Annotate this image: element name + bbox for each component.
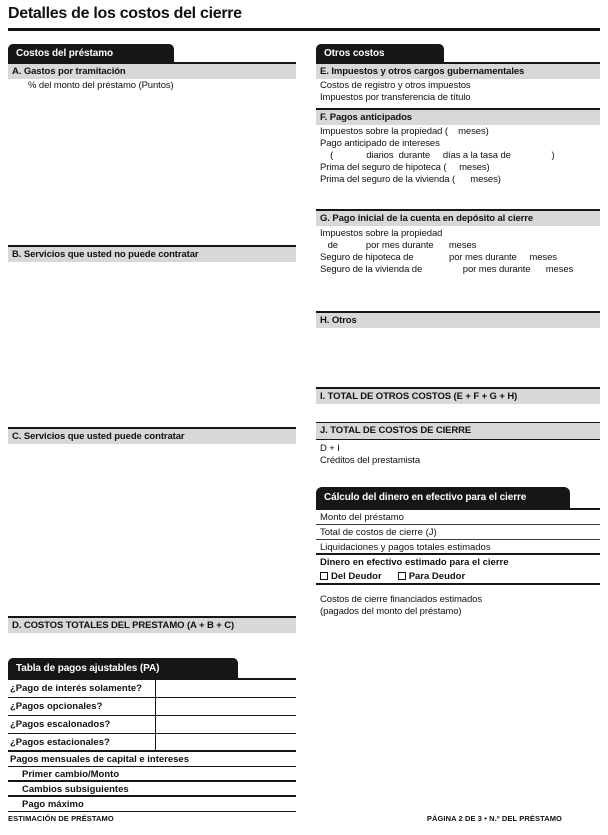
other-costs-tab: Otros costos bbox=[316, 44, 444, 62]
section-f-line: Prima del seguro de hipoteca ( meses) bbox=[320, 162, 490, 173]
ap-table bbox=[8, 678, 296, 812]
section-f-header: F. Pagos anticipados bbox=[316, 108, 600, 125]
ap-detail-row: Pago máximo bbox=[8, 797, 296, 812]
section-e-line: Impuestos por transferencia de título bbox=[320, 92, 471, 103]
ap-question-row bbox=[8, 734, 296, 752]
cash-to-close-table bbox=[316, 508, 600, 617]
para-deudor-label: Para Deudor bbox=[408, 571, 466, 582]
section-f-line: ( diarios durante días a la tasa de ) bbox=[320, 150, 555, 161]
section-f-line: Pago anticipado de intereses bbox=[320, 138, 440, 149]
footer-form-name: ESTIMACIÓN DE PRÉSTAMO bbox=[8, 814, 114, 823]
section-g-lines bbox=[320, 228, 573, 276]
financed-closing-costs bbox=[316, 594, 600, 617]
ap-answer-cell[interactable] bbox=[155, 680, 296, 697]
section-e-lines bbox=[320, 80, 471, 104]
section-d-header: D. COSTOS TOTALES DEL PRESTAMO (A + B + C) bbox=[8, 616, 296, 633]
section-j-lines bbox=[320, 443, 420, 467]
del-deudor-label: Del Deudor bbox=[331, 571, 382, 582]
para-deudor-checkbox[interactable] bbox=[398, 572, 406, 580]
section-e-line: Costos de registro y otros impuestos bbox=[320, 80, 471, 91]
ap-detail-row: Primer cambio/Monto bbox=[8, 767, 296, 782]
cash-row-loan-amount: Monto del préstamo bbox=[316, 510, 600, 525]
cash-to-close-tab: Cálculo del dinero en efectivo para el cierre bbox=[316, 487, 570, 508]
ap-table-tab: Tabla de pagos ajustables (PA) bbox=[8, 658, 238, 678]
section-f-lines bbox=[320, 126, 555, 186]
ap-answer-cell[interactable] bbox=[155, 734, 296, 750]
title-rule bbox=[8, 28, 600, 31]
ap-question-label: ¿Pagos estacionales? bbox=[10, 737, 110, 748]
section-f-line: Prima del seguro de la vivienda ( meses) bbox=[320, 174, 501, 185]
ap-question-row bbox=[8, 680, 296, 698]
ap-question-label: ¿Pago de interés solamente? bbox=[10, 683, 142, 694]
cash-row-adjustments: Liquidaciones y pagos totales estimados bbox=[316, 540, 600, 555]
section-h-header: H. Otros bbox=[316, 311, 600, 328]
section-j-line: D + I bbox=[320, 443, 340, 454]
section-g-header: G. Pago inicial de la cuenta en depósito al cierre bbox=[316, 209, 600, 226]
section-e-header: E. Impuestos y otros cargos gubernamentales bbox=[316, 62, 600, 79]
section-c-header: C. Servicios que usted puede contratar bbox=[8, 427, 296, 444]
section-i-header: I. TOTAL DE OTROS COSTOS (E + F + G + H) bbox=[316, 387, 600, 404]
ap-question-row bbox=[8, 716, 296, 734]
section-a-line: % del monto del préstamo (Puntos) bbox=[28, 80, 174, 91]
ap-answer-cell[interactable] bbox=[155, 716, 296, 733]
page-title: Detalles de los costos del cierre bbox=[8, 5, 242, 22]
section-g-line: Seguro de la vivienda de por mes durante meses bbox=[320, 264, 574, 275]
financed-line2: (pagados del monto del préstamo) bbox=[320, 605, 462, 617]
ap-question-label: ¿Pagos escalonados? bbox=[10, 719, 111, 730]
financed-line1: Costos de cierre financiados estimados bbox=[320, 594, 483, 605]
section-j-header: J. TOTAL DE COSTOS DE CIERRE bbox=[316, 422, 600, 440]
footer-page-number: PÁGINA 2 DE 3 • N.º DEL PRÉSTAMO bbox=[426, 814, 562, 823]
section-g-line: de por mes durante meses bbox=[320, 240, 477, 251]
section-g-line: Impuestos sobre la propiedad bbox=[320, 228, 443, 239]
section-a-header: A. Gastos por tramitación bbox=[8, 62, 296, 79]
ap-subheader: Pagos mensuales de capital e intereses bbox=[8, 752, 296, 767]
section-a-lines bbox=[28, 80, 174, 92]
loan-costs-tab: Costos del préstamo bbox=[8, 44, 174, 62]
ap-answer-cell[interactable] bbox=[155, 698, 296, 715]
section-g-line: Seguro de hipoteca de por mes durante meses bbox=[320, 252, 557, 263]
cash-row-total-closing-costs: Total de costos de cierre (J) bbox=[316, 525, 600, 540]
del-deudor-checkbox[interactable] bbox=[320, 572, 328, 580]
cash-estimate-label: Dinero en efectivo estimado para el cierre bbox=[320, 557, 509, 568]
section-j-line: Créditos del prestamista bbox=[320, 455, 421, 466]
section-f-line: Impuestos sobre la propiedad ( meses) bbox=[320, 126, 489, 137]
ap-question-label: ¿Pagos opcionales? bbox=[10, 701, 103, 712]
ap-question-row bbox=[8, 698, 296, 716]
section-b-header: B. Servicios que usted no puede contratar bbox=[8, 245, 296, 262]
ap-detail-row: Cambios subsiguientes bbox=[8, 782, 296, 797]
cash-direction-row bbox=[316, 569, 600, 585]
